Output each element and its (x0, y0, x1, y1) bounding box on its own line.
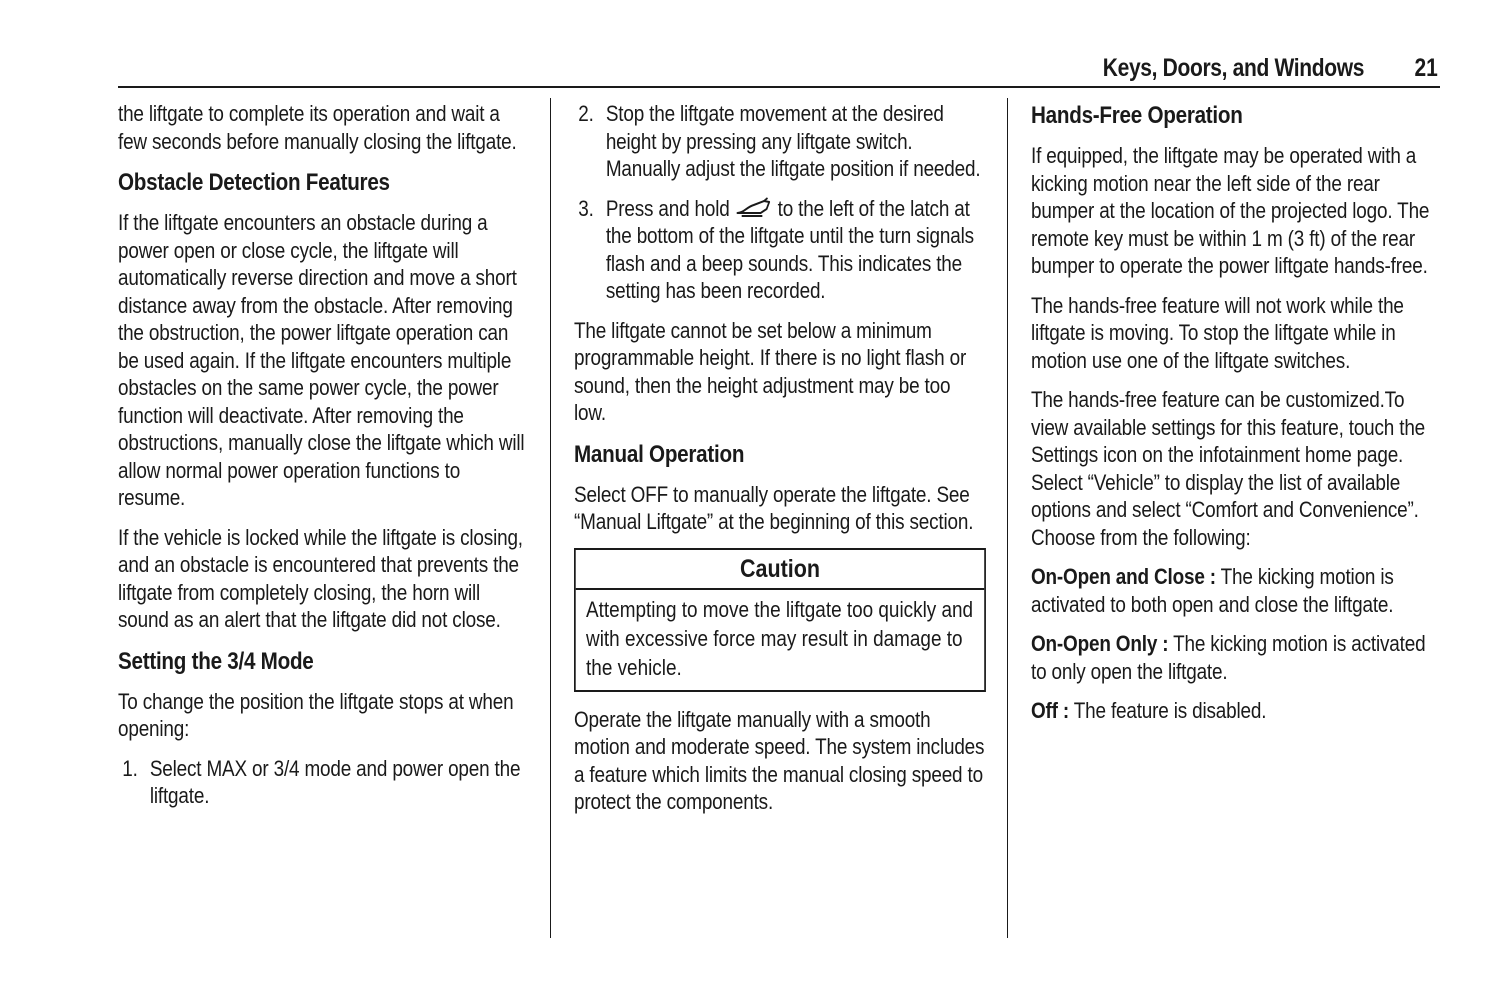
heading-hands-free: Hands-Free Operation (1031, 102, 1243, 129)
page-header (118, 52, 1440, 88)
liftgate-button-icon (735, 197, 773, 219)
paragraph: If the liftgate encounters an obstacle during a power open or close cycle, the liftgate will automatically reverse direction and move a short distance away from the obstacle. After removing the obstruction, the power liftgate operation can be used again. If the liftgate encounters multiple obstacles on the same power cycle, the power function will deactivate. After removing the obstructions, manually close the liftgate which will allow normal power operation functions to resume. (118, 210, 525, 510)
option-term: Off : (1031, 698, 1070, 723)
list-item (574, 195, 986, 305)
option-off (1031, 697, 1439, 725)
option-on-open-only (1031, 630, 1439, 685)
step-text: to the left of the latch at the bottom of the liftgate until the turn signals flash and a beep sounds. This indicates the setting has been recorded. (605, 195, 974, 303)
column-divider (1007, 98, 1008, 938)
paragraph: To change the position the liftgate stops at when opening: (118, 688, 514, 741)
column-1 (118, 100, 528, 822)
page-number: 21 (1414, 54, 1438, 82)
step-number: 2. (578, 101, 594, 126)
option-term: On-Open and Close : (1031, 564, 1216, 589)
step-number: 1. (122, 755, 138, 781)
steps-list (118, 755, 528, 810)
list-item (574, 100, 986, 183)
paragraph: The hands-free feature will not work while the liftgate is moving. To stop the liftgate while in motion use one of the liftgate switches. (1031, 292, 1404, 373)
paragraph: Select OFF to manually operate the liftgate. See “Manual Liftgate” at the beginning of this section. (574, 481, 974, 534)
heading-obstacle-detection: Obstacle Detection Features (118, 169, 390, 196)
steps-list (574, 100, 986, 305)
option-text: The kicking motion is activated to both open and close the liftgate. (1031, 564, 1394, 617)
caution-box (574, 548, 986, 692)
step-text: Press and hold (605, 195, 730, 221)
option-text: The feature is disabled. (1069, 698, 1267, 723)
caution-body: Attempting to move the liftgate too quickly and with excessive force may result in damage to the vehicle. (586, 596, 974, 680)
option-on-open-and-close (1031, 563, 1439, 618)
paragraph: The liftgate cannot be set below a minimum programmable height. If there is no light flash or sound, then the height adjustment may be too low. (574, 317, 967, 425)
heading-manual-operation: Manual Operation (574, 440, 745, 468)
paragraph: The hands-free feature can be customized.To view available settings for this feature, touch the Settings icon on the infotainment home page. Select “Vehicle” to display the list of available options and select “Comfort and Convenience”. Choose from the following: (1031, 387, 1426, 550)
paragraph: If the vehicle is locked while the liftgate is closing, and an obstacle is encountered that prevents the liftgate from completely closing, the horn will sound as an alert that the liftgate did not close. (118, 524, 523, 632)
section-title: Keys, Doors, and Windows (1102, 54, 1364, 82)
step-number: 3. (578, 195, 594, 221)
column-3 (1031, 100, 1439, 737)
paragraph: Operate the liftgate manually with a smooth motion and moderate speed. The system includes a feature which limits the manual closing speed to protect the components. (574, 706, 985, 814)
step-text: Stop the liftgate movement at the desired height by pressing any liftgate switch. Manually adjust the liftgate position if needed. (605, 101, 981, 181)
paragraph: If equipped, the liftgate may be operated with a kicking motion near the left side of the rear bumper at the location of the projected logo. The remote key must be within 1 m (3 ft) of the rear bumper to operate the power liftgate hands-free. (1031, 143, 1430, 278)
heading-setting-mode: Setting the 3/4 Mode (118, 647, 314, 675)
step-text: Select MAX or 3/4 mode and power open the liftgate. (149, 755, 521, 808)
option-term: On-Open Only : (1031, 631, 1169, 656)
column-2 (574, 100, 986, 828)
column-divider (550, 98, 551, 938)
option-text: The kicking motion is activated to only open the liftgate. (1031, 631, 1426, 684)
caution-title: Caution (576, 550, 985, 590)
list-item (118, 755, 528, 810)
paragraph: the liftgate to complete its operation and wait a few seconds before manually closing the liftgate. (118, 101, 517, 154)
